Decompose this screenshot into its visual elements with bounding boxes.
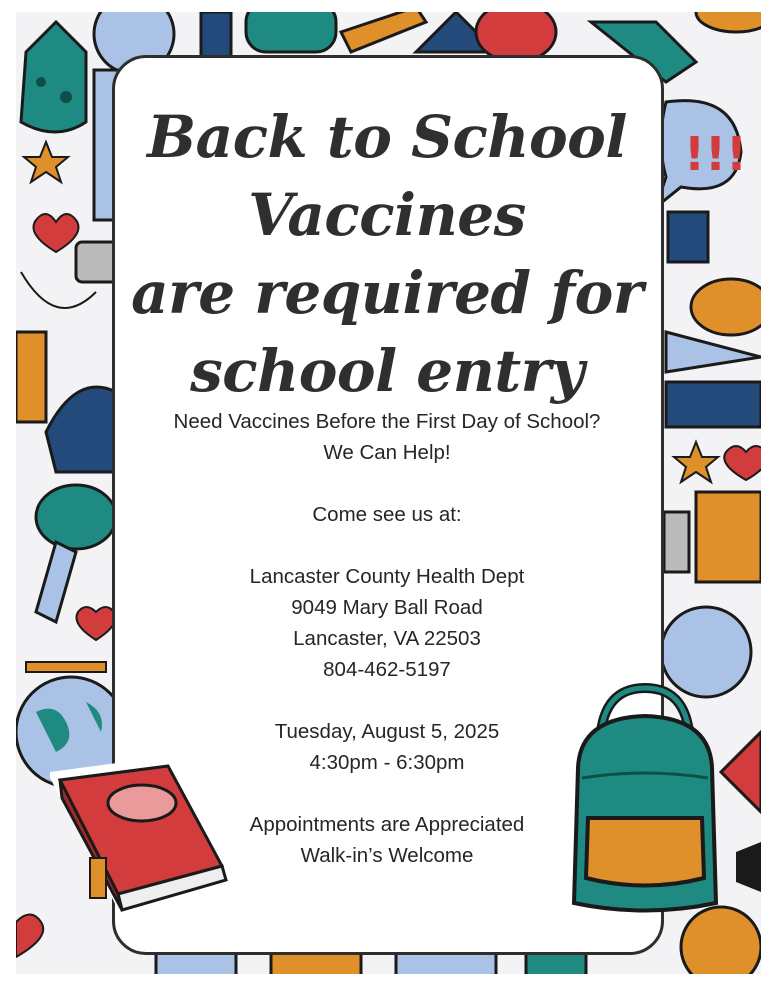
- title-line-1: Back to School: [147, 103, 627, 171]
- racket-icon: [36, 485, 116, 549]
- event-date: Tuesday, August 5, 2025: [274, 720, 500, 743]
- intro-help: We Can Help!: [323, 441, 451, 464]
- location-heading: Come see us at:: [312, 503, 462, 526]
- location-city: Lancaster, VA 22503: [293, 627, 481, 650]
- star-icon: [24, 142, 68, 182]
- location-street: 9049 Mary Ball Road: [291, 596, 483, 619]
- pencil-icon: [341, 12, 426, 52]
- protractor-icon: [46, 387, 116, 472]
- title-line-4: school entry: [190, 337, 584, 405]
- football-icon: [691, 279, 761, 335]
- binder-clip-icon: [668, 212, 708, 262]
- calculator-icon: [696, 492, 761, 582]
- backpack-icon: [560, 678, 730, 923]
- event-time: 4:30pm - 6:30pm: [309, 751, 465, 774]
- appointments-note: Appointments are Appreciated: [249, 813, 525, 836]
- cap-icon: [246, 12, 336, 52]
- flyer-title: [122, 98, 652, 410]
- location-phone: 804-462-5197: [323, 658, 451, 681]
- svg-text:!!!: !!!: [684, 127, 747, 181]
- title-line-2: Vaccines: [248, 181, 526, 249]
- title-line-3: are required for: [131, 259, 643, 327]
- flask-icon: [21, 22, 86, 132]
- paper-plane-icon: [666, 332, 761, 372]
- book-stack-icon: [666, 382, 761, 427]
- walkins-note: Walk-in’s Welcome: [300, 844, 474, 867]
- intro-question: Need Vaccines Before the First Day of School?: [173, 410, 601, 433]
- book-icon: [50, 758, 235, 928]
- location-name: Lancaster County Health Dept: [249, 565, 525, 588]
- heart-icon: [34, 214, 79, 252]
